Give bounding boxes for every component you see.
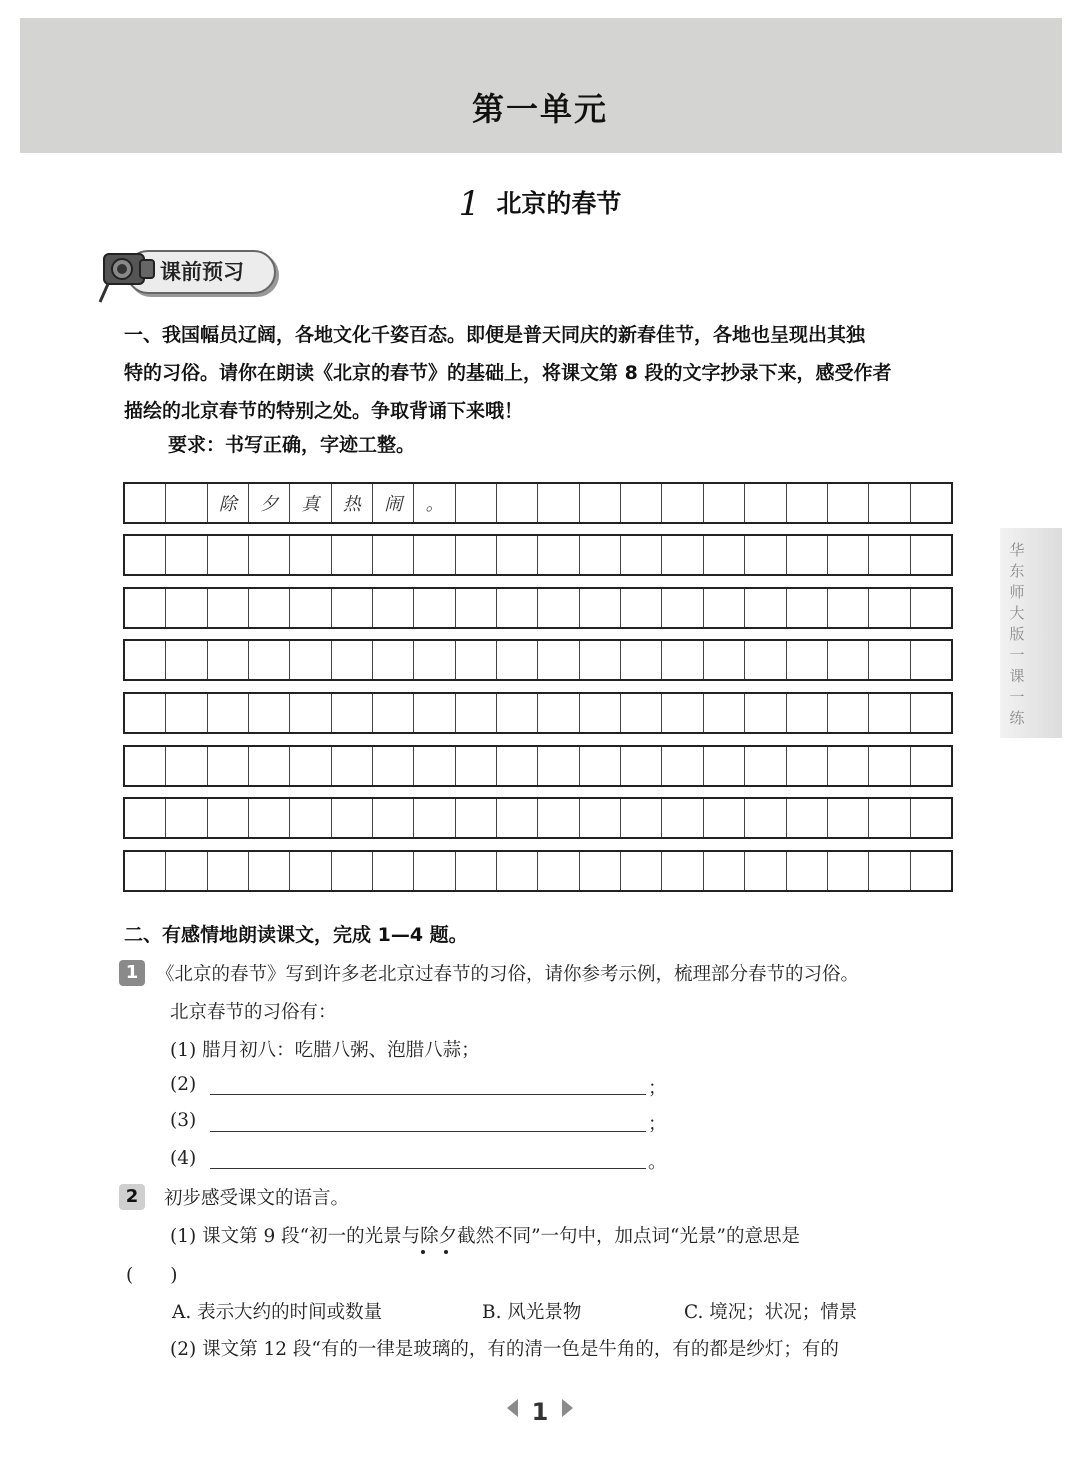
answer-parentheses[interactable]: ( ) xyxy=(126,1265,178,1286)
grid-cell[interactable] xyxy=(497,747,538,785)
question-one-text xyxy=(124,316,964,430)
grid-cell[interactable] xyxy=(249,641,290,679)
blank-end-punct: ； xyxy=(648,1114,667,1135)
grid-cell[interactable] xyxy=(166,747,207,785)
grid-cell[interactable] xyxy=(497,484,538,522)
grid-cell[interactable] xyxy=(290,799,331,837)
q2-text: 初步感受课文的语言。 xyxy=(164,1188,350,1209)
grid-cell[interactable] xyxy=(538,852,579,890)
lesson-name: 北京的春节 xyxy=(496,189,622,218)
grid-cell[interactable] xyxy=(414,799,455,837)
section-two-heading: 二、有感情地朗读课文，完成 1—4 题。 xyxy=(124,924,468,946)
blank-label: (3) xyxy=(170,1110,197,1131)
question-one-line: 一、我国幅员辽阔，各地文化千姿百态。即便是普天同庆的新春佳节，各地也呈现出其独 xyxy=(124,324,866,346)
grid-cell[interactable] xyxy=(125,536,166,574)
grid-cell[interactable] xyxy=(621,852,662,890)
grid-cell[interactable] xyxy=(332,641,373,679)
grid-cell[interactable] xyxy=(249,694,290,732)
grid-row xyxy=(123,797,953,839)
answer-blank[interactable] xyxy=(210,1131,646,1132)
grid-cell[interactable] xyxy=(166,799,207,837)
grid-cell[interactable] xyxy=(208,536,249,574)
grid-cell[interactable] xyxy=(166,641,207,679)
grid-cell[interactable] xyxy=(911,852,951,890)
grid-cell[interactable] xyxy=(745,694,786,732)
grid-cell[interactable] xyxy=(787,799,828,837)
grid-row xyxy=(123,534,953,576)
grid-cell[interactable] xyxy=(704,589,745,627)
grid-cell[interactable] xyxy=(290,536,331,574)
grid-cell[interactable] xyxy=(704,747,745,785)
camera-icon xyxy=(96,240,160,308)
grid-cell[interactable] xyxy=(208,694,249,732)
grid-cell[interactable] xyxy=(538,484,579,522)
lesson-number: 1 xyxy=(458,184,481,224)
grid-cell[interactable] xyxy=(787,536,828,574)
grid-cell[interactable] xyxy=(580,747,621,785)
grid-cell[interactable] xyxy=(704,694,745,732)
grid-cell[interactable] xyxy=(580,694,621,732)
grid-cell[interactable] xyxy=(828,747,869,785)
grid-cell[interactable] xyxy=(332,799,373,837)
grid-cell[interactable] xyxy=(208,589,249,627)
grid-cell[interactable] xyxy=(662,852,703,890)
grid-cell[interactable] xyxy=(828,484,869,522)
grid-row xyxy=(123,692,953,734)
grid-cell[interactable] xyxy=(662,484,703,522)
grid-cell[interactable] xyxy=(828,694,869,732)
blank-label: (4) xyxy=(170,1148,197,1169)
grid-cell[interactable] xyxy=(911,589,951,627)
grid-cell[interactable]: 。 xyxy=(414,484,455,522)
emphasis-dot xyxy=(444,1250,448,1254)
grid-cell[interactable] xyxy=(125,747,166,785)
grid-cell[interactable] xyxy=(208,852,249,890)
grid-cell[interactable] xyxy=(745,484,786,522)
grid-cell[interactable] xyxy=(745,747,786,785)
grid-cell[interactable] xyxy=(787,589,828,627)
grid-cell[interactable] xyxy=(373,799,414,837)
grid-cell[interactable] xyxy=(662,694,703,732)
grid-cell[interactable] xyxy=(869,536,910,574)
grid-cell[interactable] xyxy=(745,641,786,679)
grid-cell[interactable] xyxy=(208,799,249,837)
grid-cell[interactable] xyxy=(621,799,662,837)
grid-cell[interactable] xyxy=(869,589,910,627)
grid-cell[interactable] xyxy=(911,484,951,522)
grid-row xyxy=(123,850,953,892)
grid-cell[interactable] xyxy=(497,694,538,732)
grid-cell[interactable] xyxy=(125,694,166,732)
grid-cell[interactable] xyxy=(125,799,166,837)
grid-cell[interactable] xyxy=(869,852,910,890)
grid-cell[interactable] xyxy=(414,694,455,732)
writing-requirement: 要求：书写正确，字迹工整。 xyxy=(168,434,416,456)
grid-cell[interactable] xyxy=(621,747,662,785)
grid-cell[interactable]: 闹 xyxy=(373,484,414,522)
grid-cell[interactable] xyxy=(580,852,621,890)
emphasis-dot xyxy=(421,1250,425,1254)
grid-cell[interactable] xyxy=(538,747,579,785)
grid-cell[interactable] xyxy=(911,641,951,679)
grid-cell[interactable] xyxy=(580,641,621,679)
grid-cell[interactable] xyxy=(828,589,869,627)
grid-cell[interactable] xyxy=(456,484,497,522)
grid-cell[interactable] xyxy=(704,536,745,574)
grid-cell[interactable] xyxy=(704,484,745,522)
grid-cell[interactable] xyxy=(290,589,331,627)
grid-cell[interactable] xyxy=(662,589,703,627)
grid-cell[interactable] xyxy=(497,589,538,627)
grid-cell[interactable] xyxy=(332,694,373,732)
q2-sub1: (1) 课文第 9 段“初一的光景与除夕截然不同”一句中，加点词“光景”的意思是 xyxy=(170,1226,800,1247)
grid-cell[interactable] xyxy=(249,852,290,890)
grid-cell[interactable] xyxy=(869,484,910,522)
grid-cell[interactable] xyxy=(373,852,414,890)
option-b[interactable]: B. 风光景物 xyxy=(482,1302,582,1323)
grid-cell[interactable] xyxy=(373,536,414,574)
grid-cell[interactable] xyxy=(166,536,207,574)
grid-cell[interactable] xyxy=(125,852,166,890)
grid-cell[interactable] xyxy=(621,589,662,627)
grid-cell[interactable] xyxy=(249,536,290,574)
prev-arrow-icon xyxy=(507,1399,518,1417)
grid-cell[interactable] xyxy=(580,484,621,522)
grid-cell[interactable] xyxy=(662,641,703,679)
grid-cell[interactable] xyxy=(704,641,745,679)
grid-cell[interactable] xyxy=(456,536,497,574)
grid-row xyxy=(123,587,953,629)
blank-label: (2) xyxy=(170,1074,197,1095)
answer-blank[interactable] xyxy=(210,1168,646,1169)
grid-cell[interactable] xyxy=(290,852,331,890)
grid-cell[interactable] xyxy=(249,589,290,627)
question-one-line: 描绘的北京春节的特别之处。争取背诵下来哦！ xyxy=(124,400,524,422)
grid-cell[interactable] xyxy=(621,484,662,522)
grid-cell[interactable] xyxy=(869,694,910,732)
grid-cell[interactable] xyxy=(497,641,538,679)
grid-cell[interactable] xyxy=(828,641,869,679)
blank-end-punct: ； xyxy=(648,1078,667,1099)
grid-cell[interactable] xyxy=(208,641,249,679)
grid-cell[interactable] xyxy=(911,799,951,837)
grid-cell[interactable] xyxy=(456,694,497,732)
grid-cell[interactable] xyxy=(290,694,331,732)
grid-cell[interactable] xyxy=(290,747,331,785)
grid-cell[interactable] xyxy=(456,799,497,837)
grid-cell[interactable] xyxy=(166,484,207,522)
grid-cell[interactable] xyxy=(249,747,290,785)
option-c[interactable]: C. 境况；状况；情景 xyxy=(684,1302,858,1323)
grid-cell[interactable] xyxy=(787,747,828,785)
option-a[interactable]: A. 表示大约的时间或数量 xyxy=(172,1302,383,1323)
page-footer xyxy=(0,1398,1080,1426)
grid-cell[interactable] xyxy=(373,641,414,679)
grid-cell[interactable] xyxy=(208,747,249,785)
grid-cell[interactable] xyxy=(745,536,786,574)
grid-cell[interactable] xyxy=(828,852,869,890)
grid-cell[interactable] xyxy=(828,536,869,574)
grid-cell[interactable] xyxy=(745,799,786,837)
question-number-badge: 2 xyxy=(119,1184,145,1210)
answer-blank[interactable] xyxy=(210,1094,646,1095)
q1-text: 《北京的春节》写到许多老北京过春节的习俗，请你参考示例，梳理部分春节的习俗。 xyxy=(156,964,860,985)
grid-cell[interactable] xyxy=(787,484,828,522)
grid-cell[interactable] xyxy=(911,536,951,574)
grid-row xyxy=(123,482,953,524)
grid-row xyxy=(123,639,953,681)
grid-cell[interactable] xyxy=(787,641,828,679)
grid-cell[interactable] xyxy=(662,799,703,837)
grid-cell[interactable] xyxy=(828,799,869,837)
grid-cell[interactable] xyxy=(414,852,455,890)
grid-cell[interactable] xyxy=(580,589,621,627)
grid-cell[interactable] xyxy=(249,799,290,837)
grid-cell[interactable] xyxy=(332,589,373,627)
grid-cell[interactable]: 夕 xyxy=(249,484,290,522)
grid-cell[interactable] xyxy=(538,694,579,732)
grid-cell[interactable] xyxy=(580,536,621,574)
grid-cell[interactable] xyxy=(414,641,455,679)
grid-cell[interactable] xyxy=(621,694,662,732)
grid-cell[interactable] xyxy=(497,852,538,890)
grid-cell[interactable] xyxy=(125,589,166,627)
grid-cell[interactable] xyxy=(538,799,579,837)
grid-cell[interactable] xyxy=(414,747,455,785)
grid-cell[interactable] xyxy=(456,641,497,679)
grid-cell[interactable] xyxy=(497,799,538,837)
grid-cell[interactable] xyxy=(787,694,828,732)
grid-cell[interactable] xyxy=(621,536,662,574)
preview-badge xyxy=(96,240,286,308)
next-arrow-icon xyxy=(562,1399,573,1417)
grid-cell[interactable] xyxy=(497,536,538,574)
grid-cell[interactable] xyxy=(538,641,579,679)
grid-cell[interactable] xyxy=(373,747,414,785)
grid-cell[interactable] xyxy=(414,536,455,574)
grid-cell[interactable] xyxy=(745,589,786,627)
side-tab-text: 华东师大版一课一练 xyxy=(1009,541,1025,727)
lesson-title xyxy=(0,184,1080,224)
grid-cell[interactable] xyxy=(125,641,166,679)
grid-cell[interactable] xyxy=(373,589,414,627)
grid-cell[interactable] xyxy=(373,694,414,732)
grid-cell[interactable] xyxy=(456,747,497,785)
grid-cell[interactable] xyxy=(662,536,703,574)
grid-row xyxy=(123,745,953,787)
grid-cell[interactable] xyxy=(580,799,621,837)
grid-cell[interactable] xyxy=(869,799,910,837)
grid-cell[interactable] xyxy=(332,852,373,890)
grid-cell[interactable] xyxy=(290,641,331,679)
grid-cell[interactable] xyxy=(538,536,579,574)
grid-cell[interactable] xyxy=(332,747,373,785)
q1-example: (1) 腊月初八：吃腊八粥、泡腊八蒜； xyxy=(170,1040,480,1061)
grid-cell[interactable]: 热 xyxy=(332,484,373,522)
grid-cell[interactable] xyxy=(621,641,662,679)
grid-cell[interactable]: 除 xyxy=(208,484,249,522)
q1-intro: 北京春节的习俗有： xyxy=(170,1002,337,1023)
grid-cell[interactable] xyxy=(869,641,910,679)
grid-cell[interactable] xyxy=(538,589,579,627)
question-number-badge: 1 xyxy=(119,960,145,986)
grid-cell[interactable] xyxy=(662,747,703,785)
grid-cell[interactable] xyxy=(745,852,786,890)
page-number: 1 xyxy=(531,1398,549,1426)
q2-sub2: (2) 课文第 12 段“有的一律是玻璃的，有的清一色是牛角的，有的都是纱灯；有的 xyxy=(170,1339,839,1360)
grid-cell[interactable] xyxy=(704,852,745,890)
grid-cell[interactable] xyxy=(456,589,497,627)
grid-cell[interactable] xyxy=(787,852,828,890)
unit-title: 第一单元 xyxy=(471,90,608,128)
grid-cell[interactable] xyxy=(414,589,455,627)
grid-cell[interactable] xyxy=(166,852,207,890)
grid-cell[interactable] xyxy=(911,694,951,732)
grid-cell[interactable] xyxy=(332,536,373,574)
question-one-line: 特的习俗。请你在朗读《北京的春节》的基础上，将课文第 8 段的文字抄录下来，感受作者 xyxy=(124,362,892,384)
blank-end-punct: 。 xyxy=(648,1152,667,1173)
grid-cell[interactable]: 真 xyxy=(290,484,331,522)
grid-cell[interactable] xyxy=(911,747,951,785)
grid-cell[interactable] xyxy=(125,484,166,522)
preview-label: 课前预习 xyxy=(160,260,244,284)
grid-cell[interactable] xyxy=(869,747,910,785)
grid-cell[interactable] xyxy=(456,852,497,890)
grid-cell[interactable] xyxy=(704,799,745,837)
grid-cell[interactable] xyxy=(166,589,207,627)
grid-cell[interactable] xyxy=(166,694,207,732)
